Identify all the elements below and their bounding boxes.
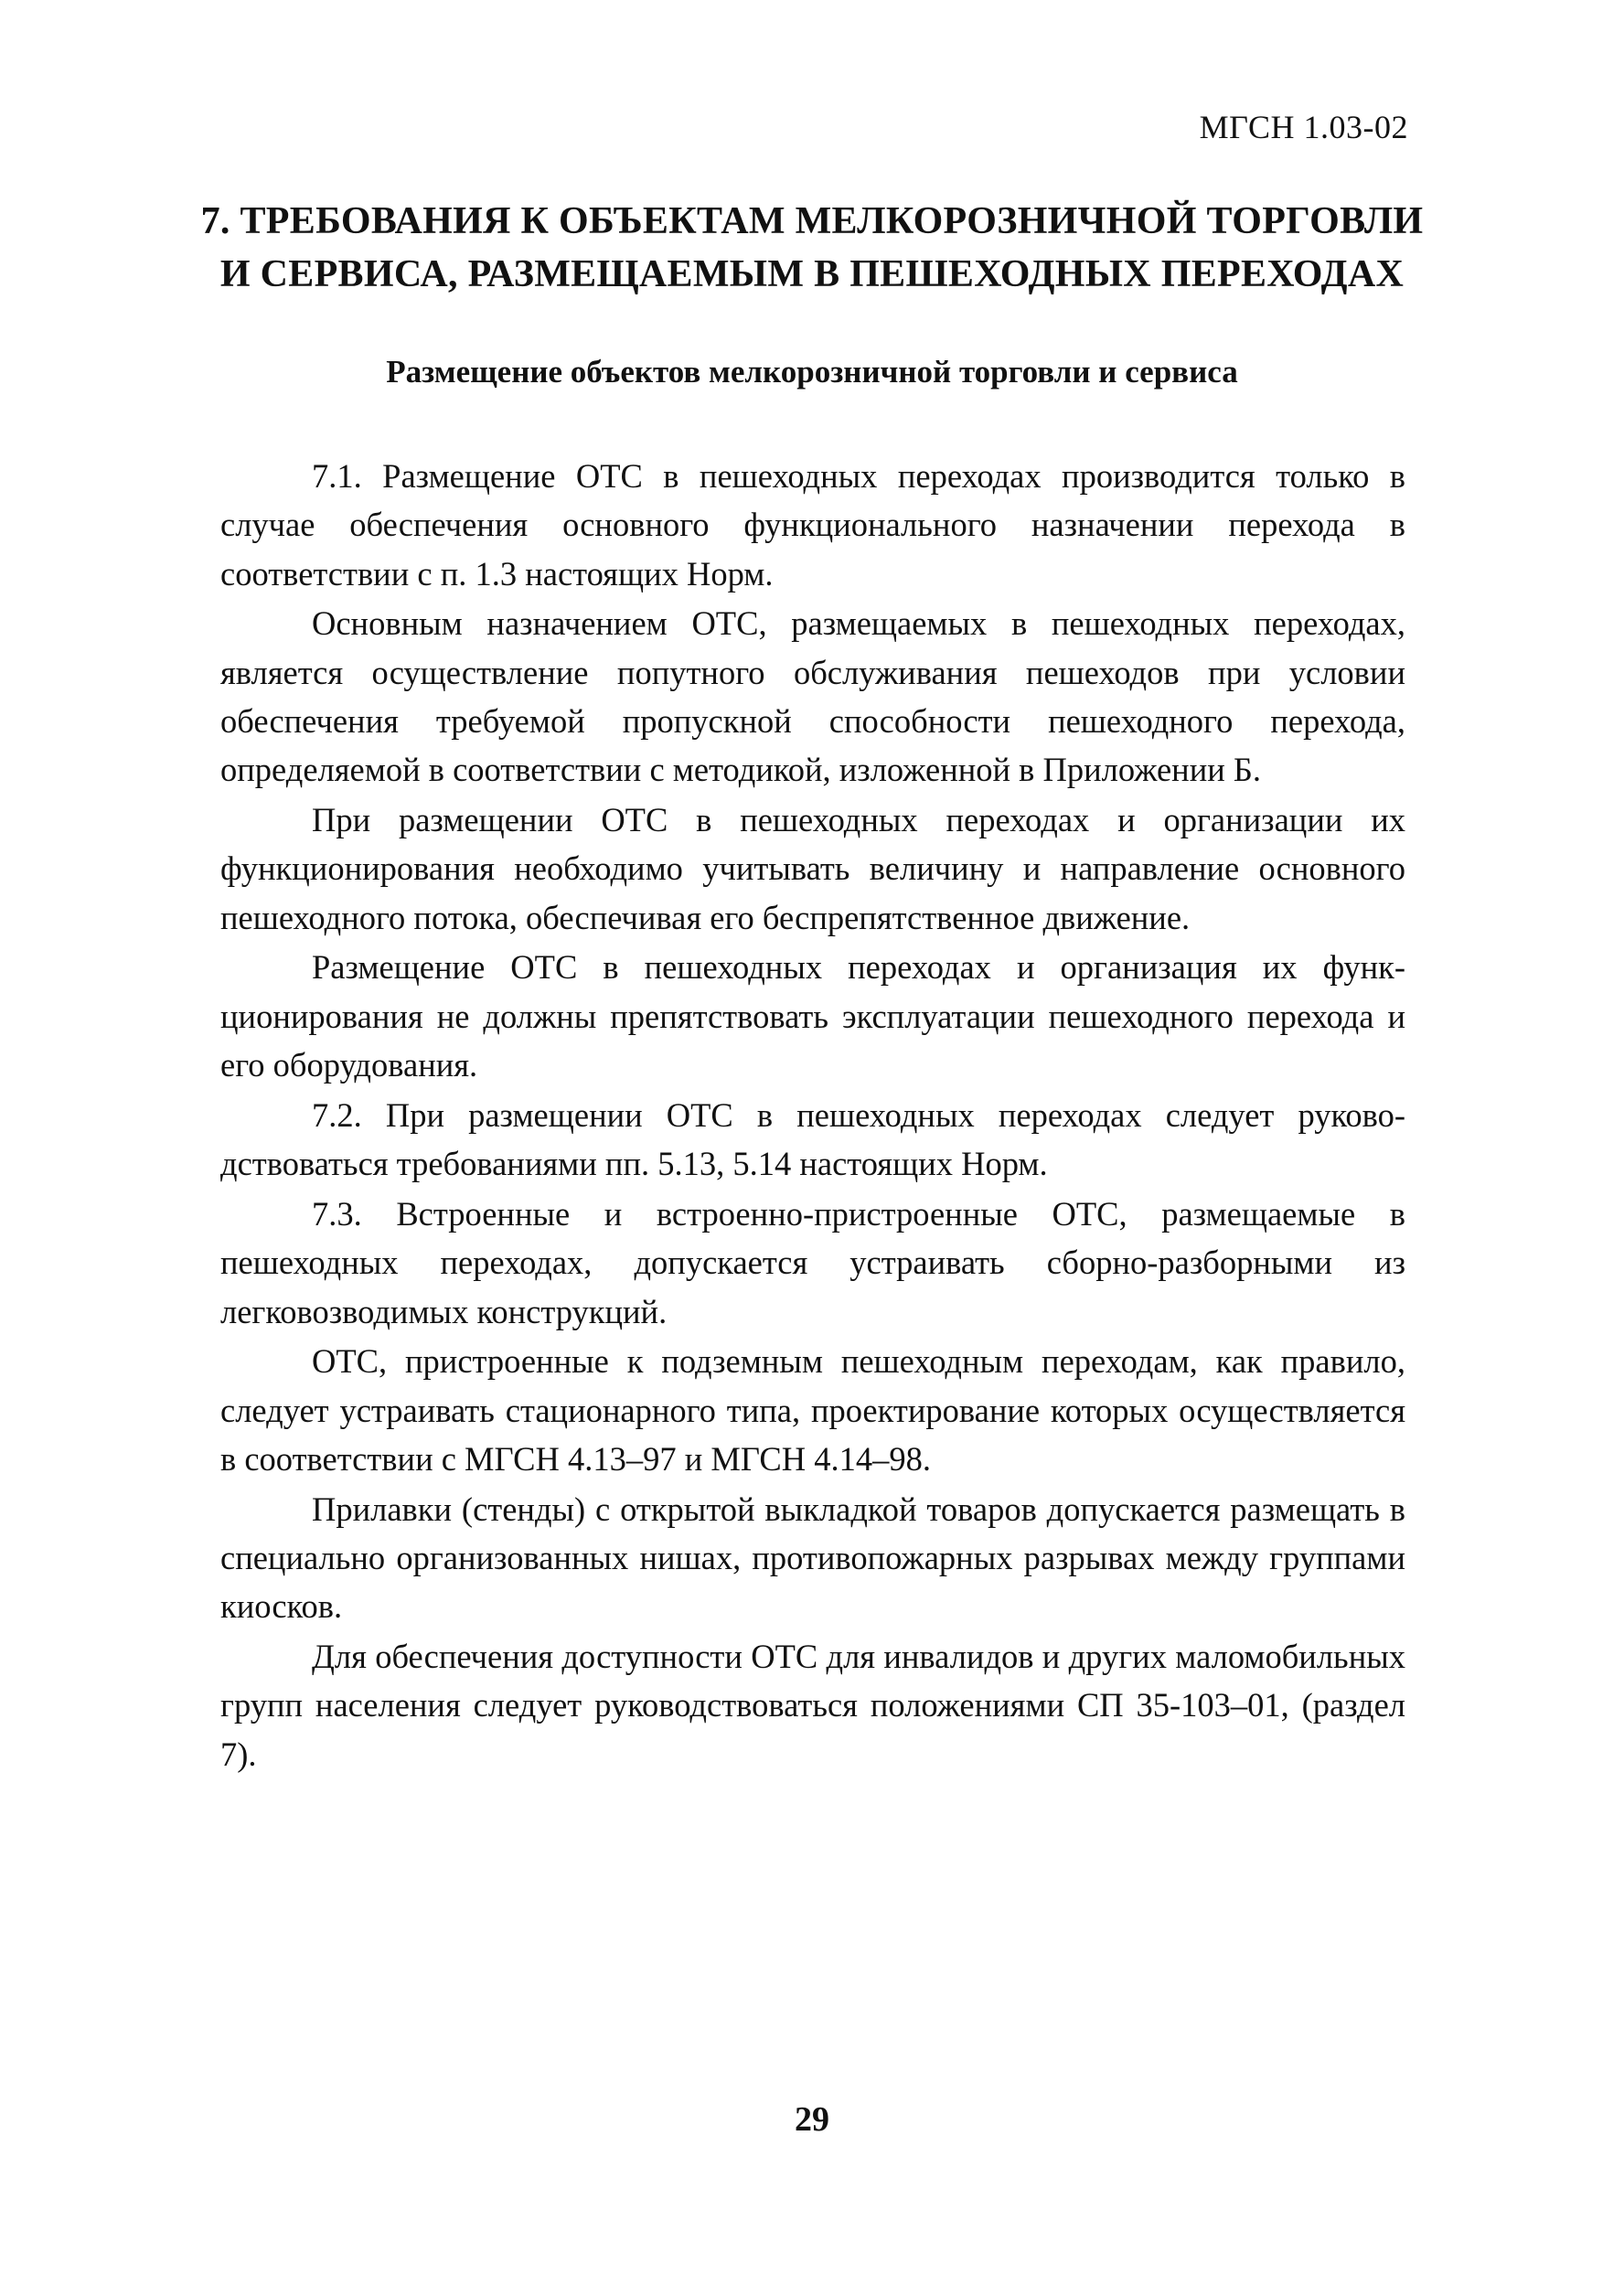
body-text (220, 452, 1405, 1780)
chapter-title-line-1: 7. ТРЕБОВАНИЯ К ОБЪЕКТАМ МЕЛКОРОЗНИЧНОЙ ТОРГОВЛИ (200, 200, 1424, 242)
paragraph: ОТС, пристроенные к подземным пешеходным переходам, как правило, следует устраивать стационарного типа, проектирование которых осуществляется в соответствии с МГСН 4.13–97 и МГСН 4.14–98. (220, 1342, 1405, 1478)
paragraph: Основным назначением ОТС, размещаемых в пешеходных переходах, является осуществление попутного обслуживания пешеходов при условии обеспечения требуемой пропускной способности пешеходного перехода, определяемой в соответствии с методикой, изложенной в Приложении Б. (220, 604, 1405, 789)
page-number: 29 (795, 2100, 829, 2139)
paragraph: Размещение ОТС в пешеходных переходах и организация их функционирования не должны препятствовать эксплуатации пешеходного перехода и его оборудования. (220, 948, 1405, 1084)
paragraph: Для обеспечения доступности ОТС для инвалидов и других маломобильных групп населения следует руководствоваться положениями СП 35-103–01, (раздел 7). (220, 1638, 1405, 1773)
paragraph: При размещении ОТС в пешеходных переходах и организации их функционирования необходимо учитывать величину и направление основного пешеходного потока, обеспечивая его беспрепятственное движение. (220, 801, 1405, 936)
paragraph-7-2: 7.2. При размещении ОТС в пешеходных переходах следует руководствоваться требованиями пп. 5.13, 5.14 настоящих Норм. (220, 1095, 1405, 1183)
chapter-title (183, 195, 1441, 301)
section-title: Размещение объектов мелкорозничной торговли и сервиса (386, 354, 1238, 390)
chapter-title-line-2: И СЕРВИСА, РАЗМЕЩАЕМЫМ В ПЕШЕХОДНЫХ ПЕРЕХОДАХ (219, 253, 1405, 295)
paragraph-7-1: 7.1. Размещение ОТС в пешеходных переходах производится только в случае обеспечения основного функционального назначении перехода в соответствии с п. 1.3 настоящих Норм. (220, 457, 1405, 593)
document-code-header: МГСН 1.03-02 (1199, 109, 1408, 145)
paragraph: Прилавки (стенды) с открытой выкладкой товаров допускается размещать в специально организованных нишах, противопожарных разрывах между группами киосков. (220, 1490, 1405, 1626)
paragraph-7-3: 7.3. Встроенные и встроенно-пристроенные ОТС, размещаемые в пешеходных переходах, допускается устраивать сборно-разборными из легковозводимых конструкций. (220, 1194, 1405, 1330)
